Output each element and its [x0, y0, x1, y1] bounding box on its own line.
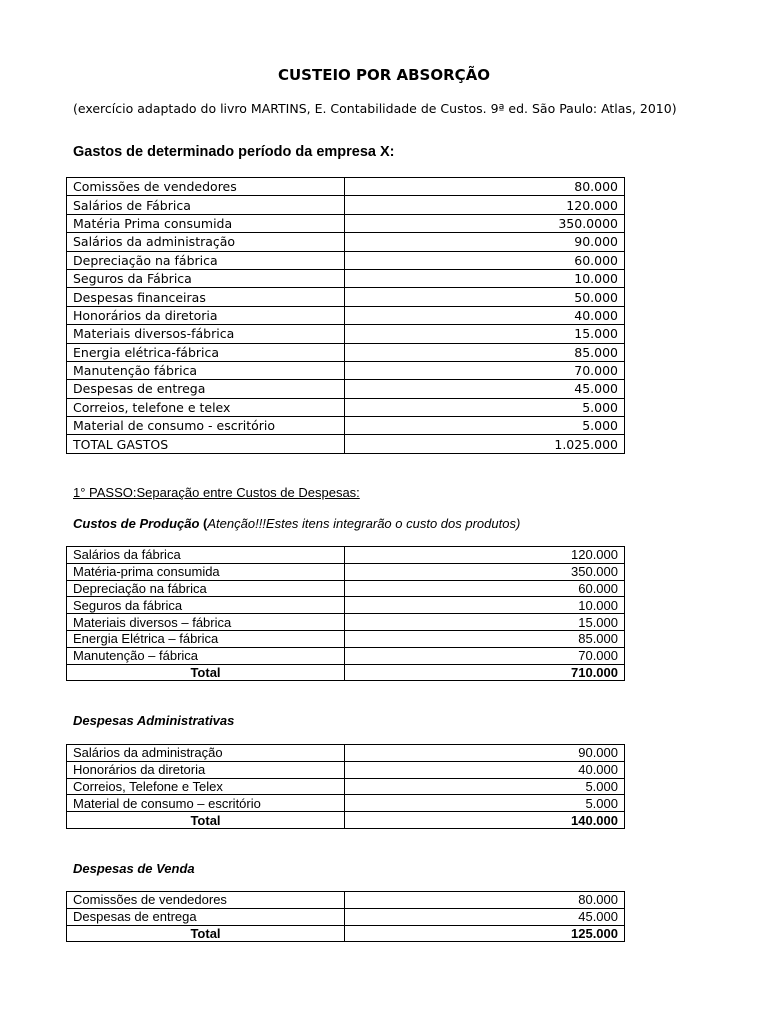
row-label: Manutenção – fábrica	[67, 647, 345, 664]
row-value: 60.000	[345, 580, 625, 597]
row-label: Despesas de entrega	[67, 908, 345, 925]
table-row	[67, 288, 625, 306]
custos-producao-heading	[73, 516, 520, 531]
table-row	[67, 380, 625, 398]
row-label: Materiais diversos – fábrica	[67, 614, 345, 631]
table-row	[67, 761, 625, 778]
total-row	[67, 435, 625, 453]
table-row	[67, 563, 625, 580]
row-value: 45.000	[345, 908, 625, 925]
total-row	[67, 812, 625, 829]
row-label: Correios, Telefone e Telex	[67, 778, 345, 795]
row-value: 10.000	[345, 269, 625, 287]
row-label: Comissões de vendedores	[67, 178, 345, 196]
gastos-table	[66, 177, 625, 454]
step-1-heading: 1° PASSO:Separação entre Custos de Despesas:	[73, 485, 360, 500]
despesas-venda-heading: Despesas de Venda	[73, 861, 195, 876]
row-value: 15.000	[345, 325, 625, 343]
row-value: 40.000	[345, 761, 625, 778]
table-row	[67, 398, 625, 416]
row-value: 60.000	[345, 251, 625, 269]
table-row	[67, 269, 625, 287]
row-value: 5.000	[345, 417, 625, 435]
total-label: Total	[67, 925, 345, 942]
table-row	[67, 343, 625, 361]
row-value: 120.000	[345, 547, 625, 564]
table-row	[67, 325, 625, 343]
table-row	[67, 178, 625, 196]
row-label: Despesas de entrega	[67, 380, 345, 398]
row-label: Depreciação na fábrica	[67, 251, 345, 269]
table-row	[67, 908, 625, 925]
total-value: 710.000	[345, 664, 625, 681]
table-row	[67, 251, 625, 269]
table-row	[67, 647, 625, 664]
row-label: Energia Elétrica – fábrica	[67, 630, 345, 647]
row-label: Salários da administração	[67, 745, 345, 762]
row-value: 50.000	[345, 288, 625, 306]
row-value: 5.000	[345, 778, 625, 795]
row-label: Matéria-prima consumida	[67, 563, 345, 580]
row-label: Materiais diversos-fábrica	[67, 325, 345, 343]
row-label: Energia elétrica-fábrica	[67, 343, 345, 361]
table-row	[67, 795, 625, 812]
table-row	[67, 417, 625, 435]
table-row	[67, 630, 625, 647]
row-label: Material de consumo – escritório	[67, 795, 345, 812]
row-value: 90.000	[345, 745, 625, 762]
row-label: Material de consumo - escritório	[67, 417, 345, 435]
row-label: Comissões de vendedores	[67, 892, 345, 909]
table-row	[67, 597, 625, 614]
document-title: CUSTEIO POR ABSORÇÃO	[277, 66, 491, 84]
row-value: 85.000	[345, 630, 625, 647]
row-label: Depreciação na fábrica	[67, 580, 345, 597]
row-label: Honorários da diretoria	[67, 761, 345, 778]
despesas-administrativas-heading: Despesas Administrativas	[73, 713, 235, 728]
row-label: Despesas financeiras	[67, 288, 345, 306]
row-value: 85.000	[345, 343, 625, 361]
row-value: 70.000	[345, 361, 625, 379]
row-value: 5.000	[345, 398, 625, 416]
row-value: 350.000	[345, 563, 625, 580]
row-label: Seguros da Fábrica	[67, 269, 345, 287]
row-value: 40.000	[345, 306, 625, 324]
row-value: 5.000	[345, 795, 625, 812]
total-row	[67, 664, 625, 681]
table-row	[67, 306, 625, 324]
table-row	[67, 614, 625, 631]
despesas-administrativas-table	[66, 744, 625, 829]
row-label: Salários da fábrica	[67, 547, 345, 564]
row-label: Salários de Fábrica	[67, 196, 345, 214]
row-value: 90.000	[345, 233, 625, 251]
row-value: 350.0000	[345, 214, 625, 232]
custos-producao-note: Atenção!!!Estes itens integrarão o custo dos produtos)	[207, 516, 521, 531]
row-label: Seguros da fábrica	[67, 597, 345, 614]
row-value: 70.000	[345, 647, 625, 664]
row-value: 45.000	[345, 380, 625, 398]
table-row	[67, 233, 625, 251]
row-label: Honorários da diretoria	[67, 306, 345, 324]
total-value: 140.000	[345, 812, 625, 829]
reference-note: (exercício adaptado do livro MARTINS, E. Contabilidade de Custos. 9ª ed. São Paulo: Atlas, 2010)	[73, 101, 677, 116]
total-label: Total	[67, 664, 345, 681]
table-row	[67, 745, 625, 762]
gastos-heading: Gastos de determinado período da empresa X:	[73, 144, 395, 160]
total-row	[67, 925, 625, 942]
custos-producao-table	[66, 546, 625, 681]
note-paren: (	[199, 516, 208, 531]
row-value: 120.000	[345, 196, 625, 214]
table-row	[67, 778, 625, 795]
table-row	[67, 547, 625, 564]
table-row	[67, 580, 625, 597]
row-label: Manutenção fábrica	[67, 361, 345, 379]
total-value: 125.000	[345, 925, 625, 942]
total-label: TOTAL GASTOS	[67, 435, 345, 453]
row-label: Salários da administração	[67, 233, 345, 251]
total-label: Total	[67, 812, 345, 829]
row-label: Correios, telefone e telex	[67, 398, 345, 416]
table-row	[67, 214, 625, 232]
row-value: 15.000	[345, 614, 625, 631]
despesas-venda-table	[66, 891, 625, 942]
total-value: 1.025.000	[345, 435, 625, 453]
table-row	[67, 196, 625, 214]
row-value: 80.000	[345, 178, 625, 196]
row-value: 10.000	[345, 597, 625, 614]
custos-producao-title: Custos de Produção	[73, 516, 200, 531]
table-row	[67, 892, 625, 909]
row-value: 80.000	[345, 892, 625, 909]
row-label: Matéria Prima consumida	[67, 214, 345, 232]
table-row	[67, 361, 625, 379]
